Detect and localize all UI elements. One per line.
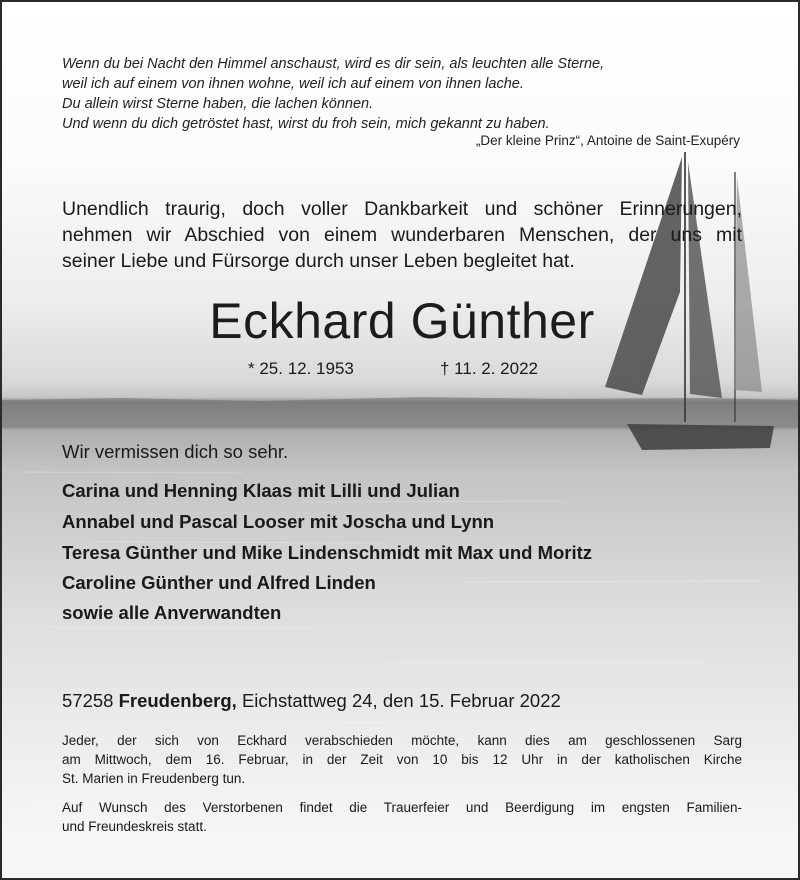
info-line: Auf Wunsch des Verstorbenen findet die Trauerfeier und Beerdigung im engsten Familien-	[62, 800, 742, 815]
intro-line: Unendlich traurig, doch voller Dankbarkeit und schöner Erinnerungen,	[62, 198, 742, 220]
death-date: † 11. 2. 2022	[440, 359, 538, 378]
address-line	[62, 690, 561, 712]
quote-line: Du allein wirst Sterne haben, die lachen können.	[62, 96, 374, 112]
quote-line: weil ich auf einem von ihnen wohne, weil ich auf einem von ihnen lache.	[62, 76, 524, 92]
mourner-line: sowie alle Anverwandten	[62, 602, 282, 623]
mourner-line: Teresa Günther und Mike Lindenschmidt mit Max und Moritz	[62, 542, 593, 563]
address-town: Freudenberg,	[118, 690, 237, 711]
info-line: St. Marien in Freudenberg tun.	[62, 771, 246, 786]
quote-line: Wenn du bei Nacht den Himmel anschaust, wird es dir sein, als leuchten alle Sterne,	[62, 56, 605, 72]
miss-text: Wir vermissen dich so sehr.	[62, 441, 289, 462]
info-line: und Freundeskreis statt.	[62, 819, 207, 834]
quote-attribution: „Der kleine Prinz“, Antoine de Saint-Exupéry	[475, 133, 740, 148]
intro-line: nehmen wir Abschied von einem wunderbaren Menschen, der uns mit	[62, 224, 742, 246]
birth-date: * 25. 12. 1953	[248, 359, 354, 378]
deceased-name: Eckhard Günther	[209, 293, 595, 349]
info-line: Jeder, der sich von Eckhard verabschieden möchte, kann dies am geschlossenen Sarg	[62, 733, 742, 748]
intro-line: seiner Liebe und Fürsorge durch unser Leben begleitet hat.	[62, 250, 575, 272]
info-line: am Mittwoch, dem 16. Februar, in der Zeit von 10 bis 12 Uhr in der katholischen Kirche	[62, 752, 742, 767]
address-rest: Eichstattweg 24, den 15. Februar 2022	[241, 690, 561, 711]
address-zip: 57258	[62, 690, 114, 711]
mourner-line: Carina und Henning Klaas mit Lilli und Julian	[62, 480, 460, 501]
mourner-line: Annabel und Pascal Looser mit Joscha und Lynn	[62, 511, 495, 532]
mourner-line: Caroline Günther und Alfred Linden	[62, 572, 376, 593]
quote-line: Und wenn du dich getröstet hast, wirst du froh sein, mich gekannt zu haben.	[62, 116, 550, 132]
